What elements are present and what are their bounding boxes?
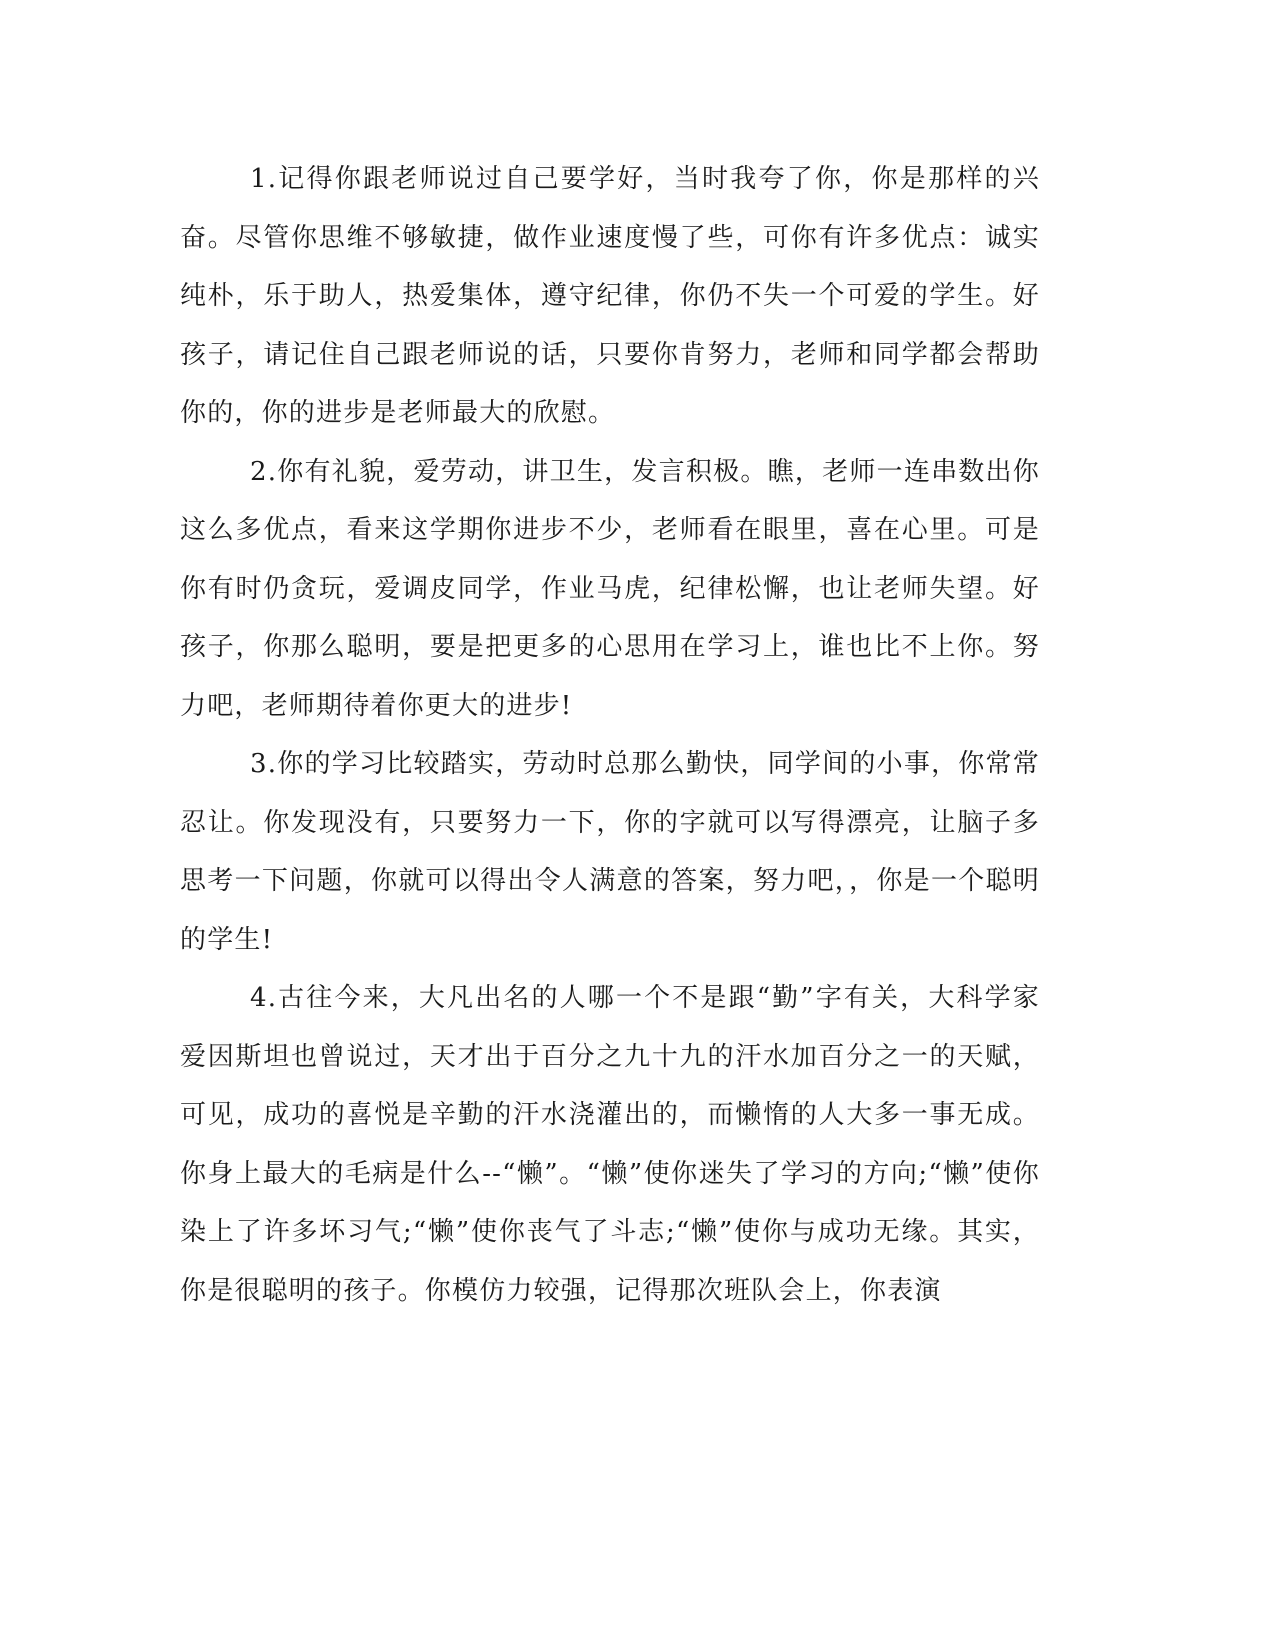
document-page	[180, 150, 1040, 1450]
paragraph-3: 3.你的学习比较踏实，劳动时总那么勤快，同学间的小事，你常常忍让。你发现没有，只要努力一下，你的字就可以写得漂亮，让脑子多思考一下问题，你就可以得出令人满意的答案，努力吧，，你是一个聪明的学生!	[180, 749, 1040, 955]
paragraph-2: 2.你有礼貌，爱劳动，讲卫生，发言积极。瞧，老师一连串数出你这么多优点，看来这学期你进步不少，老师看在眼里，喜在心里。可是你有时仍贪玩，爱调皮同学，作业马虎，纪律松懈，也让老师失望。好孩子，你那么聪明，要是把更多的心思用在学习上，谁也比不上你。努力吧，老师期待着你更大的进步!	[180, 456, 1040, 721]
paragraph-1: 1.记得你跟老师说过自己要学好，当时我夸了你，你是那样的兴奋。尽管你思维不够敏捷，做作业速度慢了些，可你有许多优点：诚实纯朴，乐于助人，热爱集体，遵守纪律，你仍不失一个可爱的学生。好孩子，请记住自己跟老师说的话，只要你肯努力，老师和同学都会帮助你的，你的进步是老师最大的欣慰。	[180, 164, 1040, 428]
paragraph-4: 4.古往今来，大凡出名的人哪一个不是跟“勤”字有关，大科学家爱因斯坦也曾说过，天才出于百分之九十九的汗水加百分之一的天赋，可见，成功的喜悦是辛勤的汗水浇灌出的，而懒惰的人大多一事无成。你身上最大的毛病是什么--“懒”。“懒”使你迷失了学习的方向;“懒”使你染上了许多坏习气;“懒”使你丧气了斗志;“懒”使你与成功无缘。其实，你是很聪明的孩子。你模仿力较强，记得那次班队会上，你表演	[180, 983, 1040, 1306]
